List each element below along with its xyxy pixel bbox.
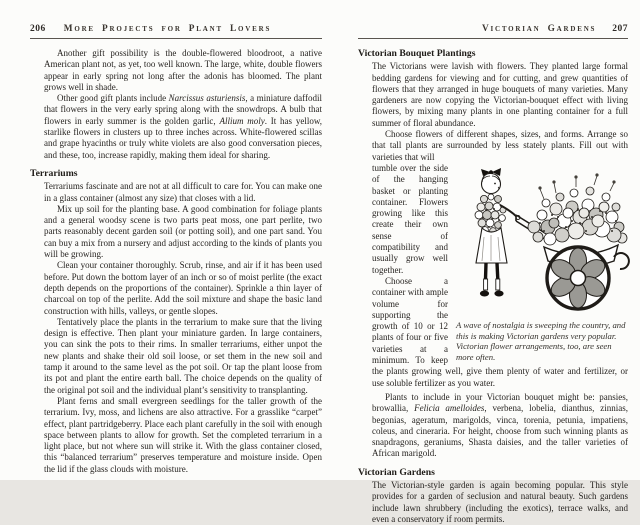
paragraph: Plants to include in your Victorian bouquet might be: pansies, browallia, Felicia amelloides, verbena, lobelia, dianthus, zinnias, begonias, ageratum, marigolds, vinca, torenia, petunia, impatiens, coleus, and cineraria. For height, choose from such winning plants as snapdragons, geraniums, Shasta daisies, and the taller varieties of African marigold. [372,391,628,459]
left-running-head: More Projects for Plant Lovers [63,24,272,34]
bouquet-section [372,61,628,459]
right-page [358,24,628,525]
paragraph: Choose flowers of different shapes, sizes, and forms. Arrange so that tall plants are surrounded by less stately plants. Fill out with varieties that will [372,129,628,162]
gardens-heading: Victorian Gardens [358,466,435,478]
right-page-body [358,48,628,525]
bouquet-heading: Victorian Bouquet Plantings [358,48,476,59]
gardens-section [372,480,628,525]
left-page-header [30,24,322,39]
girl-figure [475,168,520,297]
left-page [30,24,322,475]
paragraph: Another gift possibility is the double-flowered bloodroot, a native American plant not, as yet, too well known. The large, white, double flowers appear in early spring not long after the adonis has bloomed. The plant grows well in shade. [44,48,322,92]
terrariums-heading: Terrariums [30,167,78,179]
paragraph: Choose a container with ample volume for supporting the growth of 10 or 12 plants of four or five varieties at a minimum. To keep the plants growing well, give them plenty of water and fertilizer, or use soluble fertilizer as you water. [372,275,628,388]
paragraph: Mix up soil for the planting base. A good combination for foliage plants and a general woodsy scene is two parts peat moss, one part perlite, two parts reasonably decent garden soil (or potting soil), and one part sand. You can buy a mix from a nursery and adjust according to the kinds of plants you will be growing. [44,203,322,260]
left-page-body [30,48,322,475]
right-page-header [358,24,628,39]
paragraph: Other good gift plants include Narcissus asturiensis, a miniature daffodil that flowers in the very early spring along with the snowdrops. A bulb that flowers in early summer is the golden garlic, Allium moly. It has yellow, starlike flowers in clusters up to three inches across. White-flowered scillas and grape hyacinths or truly white violets are also good conversation pieces, and these, too, increase rapidly, making them ideal for sharing. [44,93,323,160]
paragraph: Tentatively place the plants in the terrarium to make sure that the living design is effective. Then plant your miniature garden. In large containers, you can sink the pots to their rims. In smaller terrariums, either unpot the new plants and shake their old soil loose, or set them in the new soil and tamp it around to the same level as the pot soil. Or tap the plant loose from its pot and plant the entire earth ball. The choice depends on the quality of the original pot soil and the individual plant’s sensitivity to transplanting. [44,316,322,395]
paragraph: Terrariums fascinate and are not at all difficult to care for. You can make one in a glass container (almost any size) that closes with a lid. [44,181,322,203]
paragraph: tumble over the side of the hanging basket or planting container. Flowers growing like this create their own sense of compatibility and usually grow well together. [372,162,448,275]
intro-section [44,48,322,161]
figure-caption: A wave of nostalgia is sweeping the country, and this is making Victorian gardens very popular. Victorian flower arrangements, too, are seen more often. [456,319,626,362]
victorian-girl-pushing-flower-cart-illustration [456,165,628,315]
terrariums-section [44,181,322,475]
paragraph: Plant ferns and small evergreen seedlings for the taller growth of the terrarium. Ivy, moss, and lichens are also attractive. For a grasslike “carpet” effect, plant partridgeberry. Place each plant carefully in the soil with enough space between plants to allow for growth. Set the completed terrarium in a light place, but not where sun will strike it. With the glass container closed, this “balanced terrarium” preserves temperature and moisture inside. Open the lid if the glass clouds with moisture. [44,395,322,474]
cart-wheel [547,247,609,309]
right-running-head: Victorian Gardens [481,24,597,34]
left-page-number: 206 [30,24,46,34]
figure-block [456,165,628,362]
paragraph: The Victorians were lavish with flowers. They planted large formal bedding gardens for viewing and for cutting, and grew quantities of flowers that they arranged in huge bouquets of many varieties. Many gardeners are now copying the Victorian-bouquet effect with living flowers, by mixing many plants in one planting container for a full summer of floral abundance. [372,61,628,128]
flower-cart [516,173,629,309]
paragraph: The Victorian-style garden is again becoming popular. This style provides for a garden of seclusion and natural beauty. Such gardens include lawn shrubbery (including the exotics), terrace walks, and even a conservatory if room permits. [372,479,628,524]
paragraph: Clean your container thoroughly. Scrub, rinse, and air if it has been used before. Put down the bottom layer of an inch or so of moist perlite (the exact depth depends on the proportions of the container). Sprinkle a thin layer of charcoal on top of the perlite. Add the soil mixture and shape the basic land construction with hills, valleys, or gentle slopes. [44,260,322,316]
right-page-number: 207 [612,24,628,34]
illustration-wrap-zone [372,163,628,389]
